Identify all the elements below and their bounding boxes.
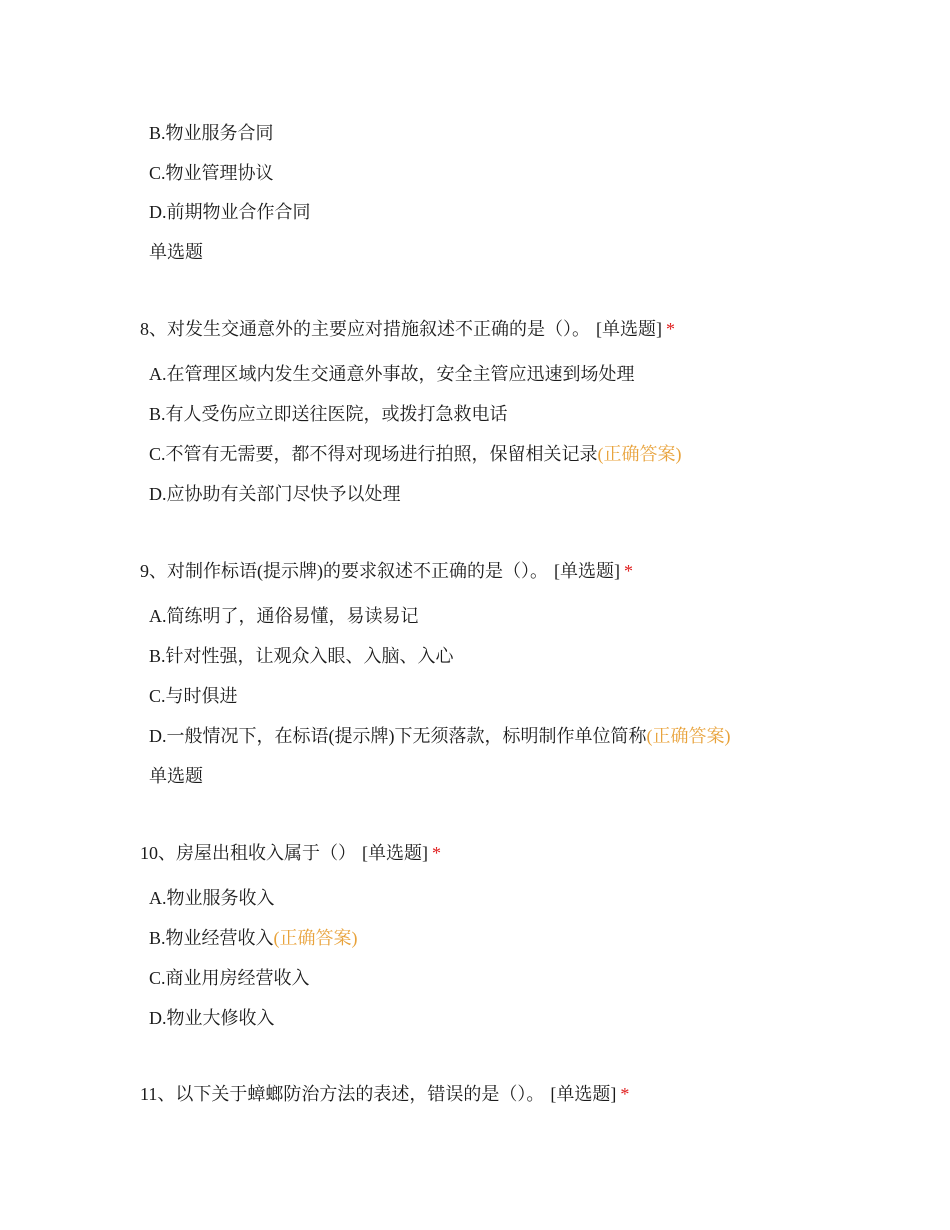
question-10-type: [单选题] <box>362 843 428 863</box>
question-10-option-c: C.商业用房经营收入 <box>149 968 310 988</box>
question-8-title <box>140 317 675 341</box>
question-9-title <box>140 559 633 583</box>
correct-answer-mark: (正确答案) <box>597 444 682 464</box>
question-9-text: 9、对制作标语(提示牌)的要求叙述不正确的是（）。 <box>140 561 548 581</box>
question-8-text: 8、对发生交通意外的主要应对措施叙述不正确的是（）。 <box>140 319 590 339</box>
question-10-option-d: D.物业大修收入 <box>149 1008 275 1028</box>
question-8-option-d: D.应协助有关部门尽快予以处理 <box>149 484 401 504</box>
required-mark: * <box>620 1084 630 1104</box>
question-8-option-b: B.有人受伤应立即送往医院，或拨打急救电话 <box>149 404 508 424</box>
prev-option-c: C.物业管理协议 <box>149 163 274 183</box>
question-9-option-d <box>149 724 731 748</box>
option-text: B.物业经营收入 <box>149 928 274 948</box>
required-mark: * <box>666 319 675 339</box>
question-9-option-a: A.简练明了，通俗易懂，易读易记 <box>149 606 419 626</box>
question-8-option-c <box>149 442 682 466</box>
prev-option-b: B.物业服务合同 <box>149 123 274 143</box>
question-9-option-c: C.与时俱进 <box>149 686 238 706</box>
correct-answer-mark: (正确答案) <box>646 726 731 746</box>
option-text: C.不管有无需要，都不得对现场进行拍照，保留相关记录 <box>149 444 598 464</box>
question-11-text: 11、以下关于蟑螂防治方法的表述，错误的是（）。 <box>140 1084 545 1104</box>
question-10-text: 10、房屋出租收入属于（） <box>140 843 356 863</box>
question-11-type: [单选题] <box>550 1084 617 1104</box>
question-9-type: [单选题] <box>554 561 620 581</box>
question-9-option-b: B.针对性强，让观众入眼、入脑、入心 <box>149 646 454 666</box>
question-10-title <box>140 841 441 865</box>
question-8-option-a: A.在管理区域内发生交通意外事故，安全主管应迅速到场处理 <box>149 364 635 384</box>
prev-type-note: 单选题 <box>149 242 203 262</box>
question-11-title <box>140 1082 629 1106</box>
option-text: D.一般情况下，在标语(提示牌)下无须落款，标明制作单位简称 <box>149 726 647 746</box>
prev-option-d: D.前期物业合作合同 <box>149 202 311 222</box>
required-mark: * <box>432 843 441 863</box>
question-10-option-b <box>149 926 358 950</box>
question-10-option-a: A.物业服务收入 <box>149 888 275 908</box>
question-9-type-note: 单选题 <box>149 766 203 786</box>
required-mark: * <box>624 561 633 581</box>
question-8-type: [单选题] <box>596 319 662 339</box>
correct-answer-mark: (正确答案) <box>273 928 358 948</box>
